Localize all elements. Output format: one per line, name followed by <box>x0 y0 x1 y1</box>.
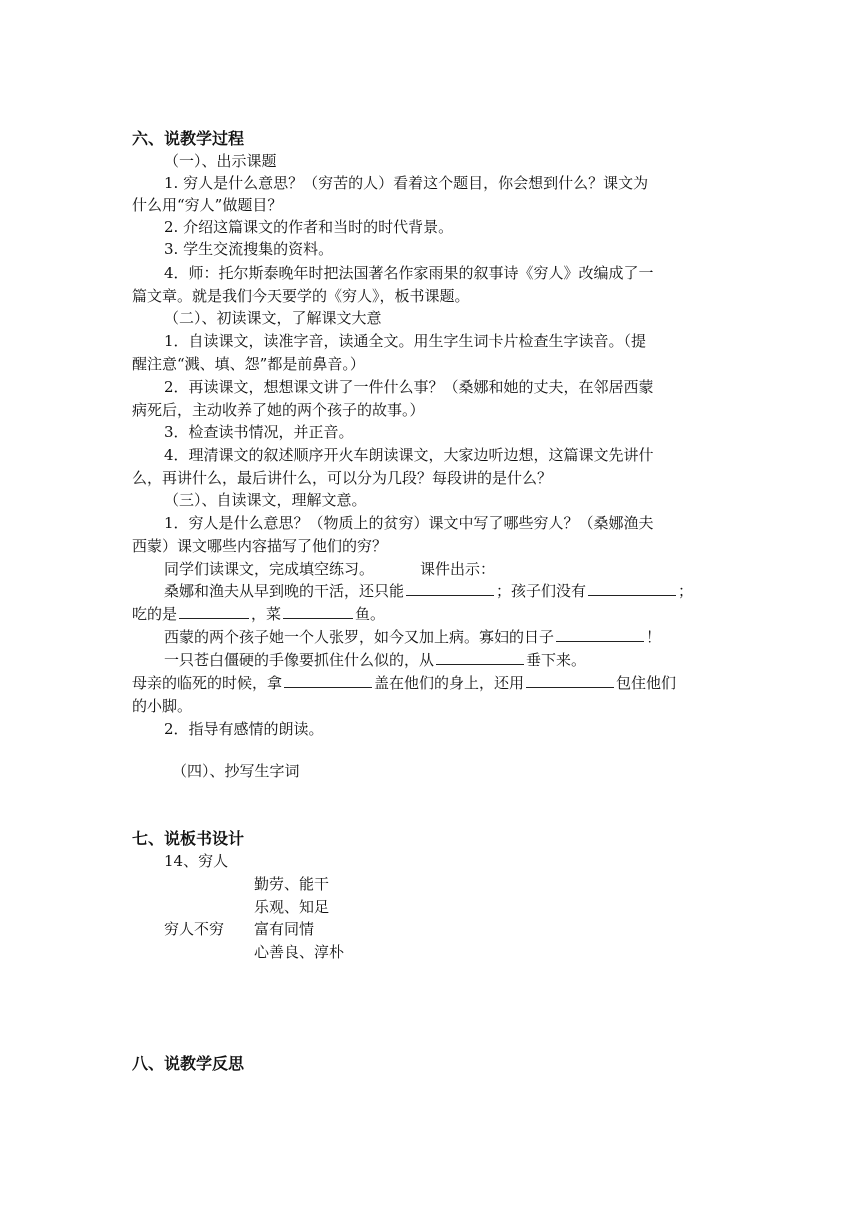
fill-text: 鱼。 <box>355 605 386 623</box>
part-2-item-2-line-2: 病死后，主动收养了她的两个孩子的故事。） <box>132 401 425 419</box>
exercise-intro-line <box>164 558 495 580</box>
fill-blank <box>556 627 644 642</box>
fill-blank <box>588 581 676 596</box>
fill-blank <box>406 581 494 596</box>
part-1-item-1-line-2: 什么用“穷人”做题目？ <box>132 196 283 214</box>
fill-text: ！ <box>646 628 662 646</box>
fill-blank <box>526 673 614 688</box>
part-2-item-4-line-1: 4．理清课文的叙述顺序开火车朗读课文，大家边听边想，这篇课文先讲什 <box>164 446 654 464</box>
part-1-item-4-line-2: 篇文章。就是我们今天要学的《穷人》，板书课题。 <box>132 287 470 305</box>
fill-text: ； <box>678 582 694 600</box>
part-3-item-1-line-2: 西蒙）课文哪些内容描写了他们的穷？ <box>132 537 388 555</box>
exercise-intro: 同学们读课文，完成填空练习。 <box>164 560 375 578</box>
fill-blank <box>284 673 372 688</box>
fill-text: 一只苍白僵硬的手像要抓住什么似的，从 <box>164 651 435 669</box>
part-2-heading: （二）、初读课文，了解课文大意 <box>164 309 382 327</box>
board-center-label: 穷人不穷 <box>164 920 225 938</box>
fill-line-6: 的小脚。 <box>132 697 193 715</box>
courseware-label: 课件出示： <box>420 560 496 578</box>
fill-text: 垂下来。 <box>526 651 587 669</box>
fill-blank <box>436 650 524 665</box>
part-2-item-4-line-2: 么，再讲什么，最后讲什么，可以分为几段？每段讲的是什么？ <box>132 469 553 487</box>
board-lesson-title: 14、穷人 <box>164 852 229 870</box>
part-4-heading: （四）、抄写生字词 <box>172 762 300 780</box>
fill-blank <box>283 604 353 619</box>
fill-text: 盖在他们的身上，还用 <box>374 674 525 692</box>
fill-text: 吃的是 <box>132 605 178 623</box>
part-3-item-2: 2．指导有感情的朗读。 <box>164 720 324 738</box>
section-7-heading: 七、说板书设计 <box>132 829 245 848</box>
part-3-item-1-line-1: 1．穷人是什么意思？（物质上的贫穷）课文中写了哪些穷人？（桑娜渔夫 <box>164 514 654 532</box>
fill-line-4 <box>164 649 586 671</box>
part-1-item-4-line-1: 4．师：托尔斯泰晚年时把法国著名作家雨果的叙事诗《穷人》改编成了一 <box>164 264 654 282</box>
fill-text: 母亲的临死的时候，拿 <box>132 674 283 692</box>
part-2-item-1-line-2: 醒注意“溅、填、怨”都是前鼻音。） <box>132 355 365 373</box>
board-item: 勤劳、能干 <box>254 875 330 893</box>
part-3-heading: （三）、自读课文，理解文意。 <box>164 491 367 509</box>
board-item: 富有同情 <box>254 920 315 938</box>
part-2-item-1-line-1: 1．自读课文，读准字音，读通全文。用生字生词卡片检查生字读音。（提 <box>164 332 647 350</box>
section-6-heading: 六、说教学过程 <box>132 129 245 148</box>
section-8-heading: 八、说教学反思 <box>132 1054 245 1073</box>
fill-text: 西蒙的两个孩子她一个人张罗，如今又加上病。寡妇的日子 <box>164 628 555 646</box>
fill-text: ，菜 <box>251 605 282 623</box>
fill-line-1 <box>164 580 693 602</box>
part-1-item-3: 3. 学生交流搜集的资料。 <box>164 240 334 258</box>
part-1-heading: （一）、出示课题 <box>164 152 277 170</box>
part-1-item-1-line-1: 1. 穷人是什么意思？（穷苦的人）看着这个题目，你会想到什么？课文为 <box>164 174 649 192</box>
part-1-item-2: 2. 介绍这篇课文的作者和当时的时代背景。 <box>164 218 454 236</box>
fill-text: ；孩子们没有 <box>496 582 587 600</box>
board-item: 心善良、淳朴 <box>254 943 345 961</box>
fill-line-5 <box>132 672 676 694</box>
fill-text: 包住他们 <box>616 674 677 692</box>
fill-line-3 <box>164 626 661 648</box>
fill-blank <box>179 604 249 619</box>
part-2-item-2-line-1: 2．再读课文，想想课文讲了一件什么事？（桑娜和她的丈夫，在邻居西蒙 <box>164 378 654 396</box>
board-item: 乐观、知足 <box>254 898 330 916</box>
fill-line-2 <box>132 603 385 625</box>
fill-text: 桑娜和渔夫从早到晚的干活，还只能 <box>164 582 405 600</box>
part-2-item-3: 3．检查读书情况，并正音。 <box>164 423 354 441</box>
